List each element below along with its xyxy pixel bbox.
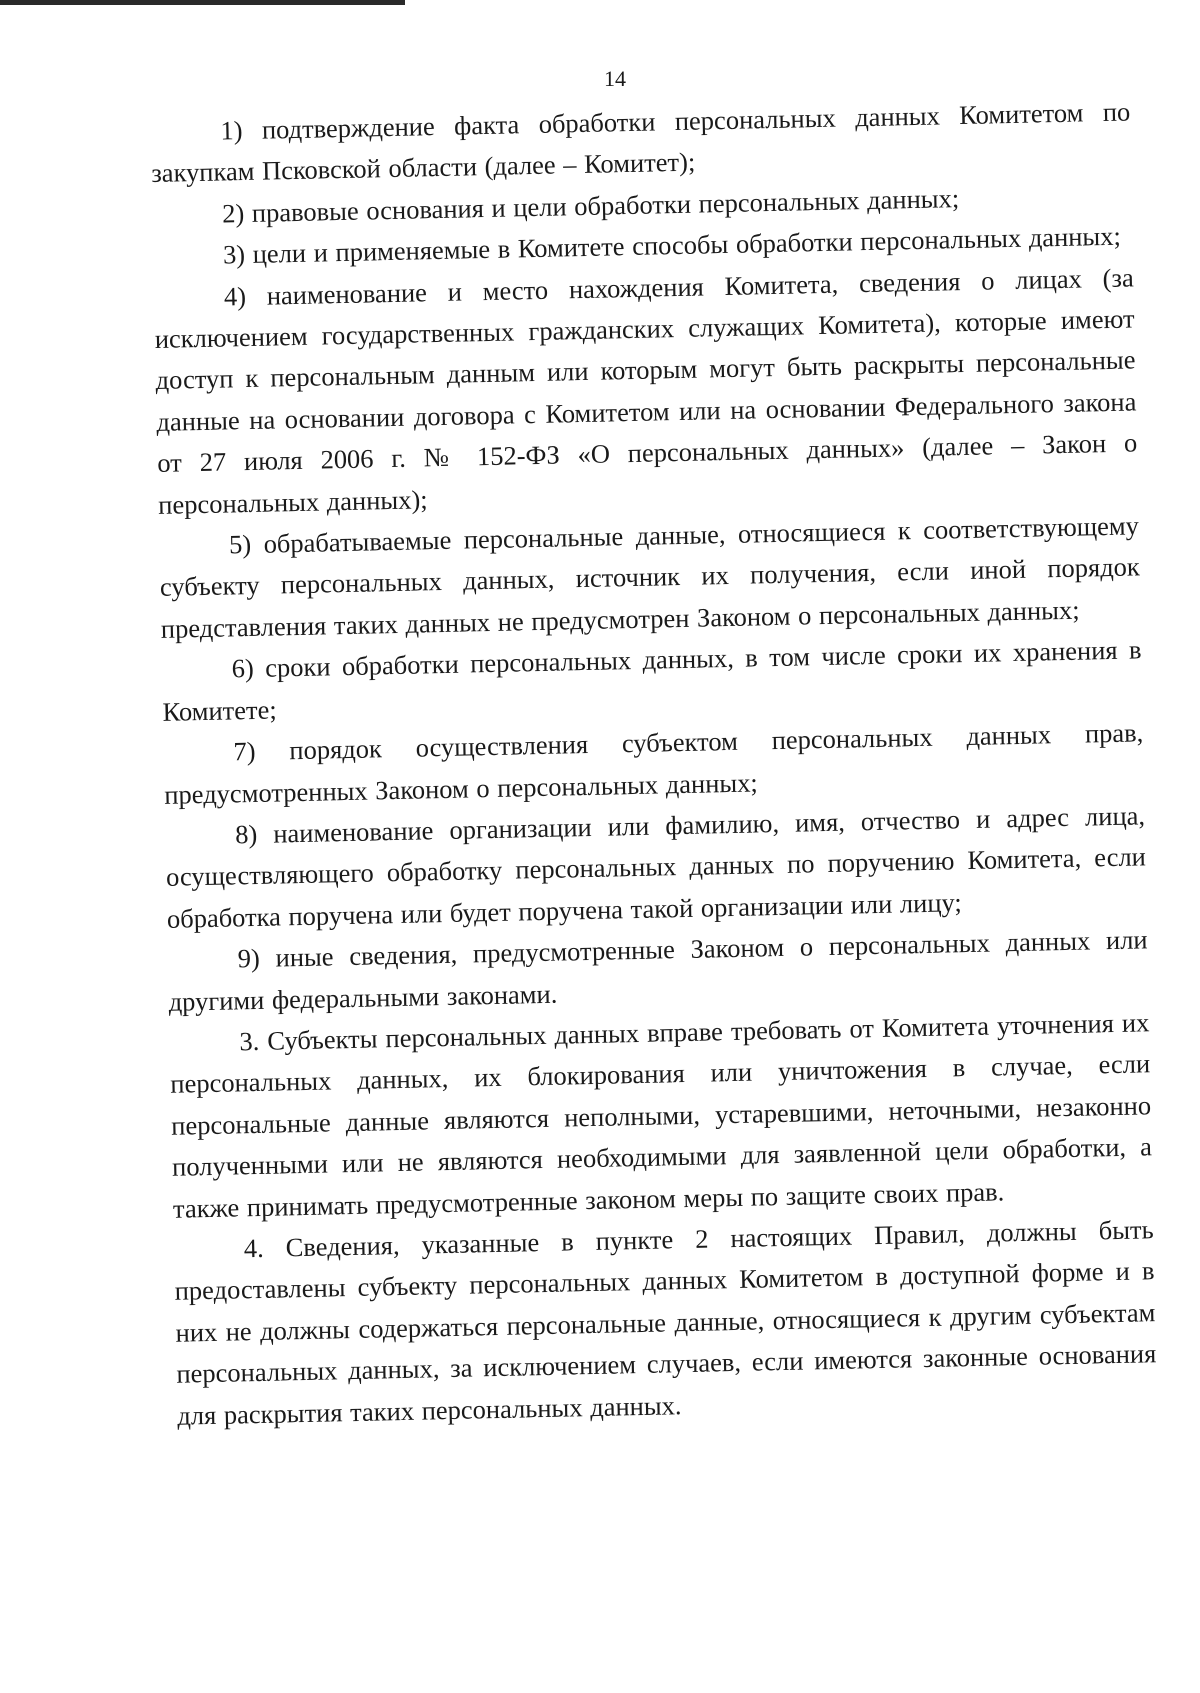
paragraph-item-5: 5) обрабатываемые персональные данные, относящиеся к соответствующему субъекту персональных данных, источник их получения, если иной порядок представления таких данных не предусмотрен Законом о персональных данных; [159,510,1141,644]
page-number: 14 [604,66,626,91]
paragraph-item-4: 4) наименование и место нахождения Комитета, сведения о лицах (за исключением государственных гражданских служащих Комитета), которые имеют доступ к персональным данным или которым могут быть раскрыты персональные данные на основании договора с Комитетом или на основании Федерального закона от 27 июля 2006 г. № 152-ФЗ «О персональных данных» (далее – Закон о персональных данных); [154,262,1138,520]
paragraph-item-1: 1) подтверждение факта обработки персональных данных Комитетом по закупкам Псковской области (далее – Комитет); [150,96,1131,189]
paragraph-item-6: 6) сроки обработки персональных данных, в том числе сроки их хранения в Комитете; [162,634,1142,727]
scan-edge-mark [0,0,405,5]
paragraph-item-2: 2) правовые основания и цели обработки персональных данных; [221,182,960,229]
paragraph-section-4: 4. Сведения, указанные в пункте 2 настоящих Правил, должны быть предоставлены субъекту персональных данных Комитетом в доступной форме и в них не должны содержаться персональные данные, относящиеся к другим субъектам персональных данных, за исключением случаев, если имеются законные основания для раскрытия таких персональных данных. [174,1214,1157,1431]
paragraph-item-7: 7) порядок осуществления субъектом персональных данных прав, предусмотренных Законом о персональных данных; [163,717,1144,810]
paragraph-item-9: 9) иные сведения, предусмотренные Законом о персональных данных или другими федеральными законами. [168,924,1148,1017]
document-body [150,91,1158,1436]
paragraph-section-3: 3. Субъекты персональных данных вправе требовать от Комитета уточнения их персональных данных, их блокирования или уничтожения в случае, если персональные данные являются неполными, устаревшими, неточными, незаконно полученными или не являются необходимыми для заявленной цели обработки, а также принимать предусмотренные законом меры по защите своих прав. [170,1007,1153,1224]
paragraph-item-3: 3) цели и применяемые в Комитете способы обработки персональных данных; [222,220,1122,270]
paragraph-item-8: 8) наименование организации или фамилию, имя, отчество и адрес лица, осуществляющего обработку персональных данных по поручению Комитета, если обработка поручена или будет поручена такой организации или лицу; [165,800,1147,934]
